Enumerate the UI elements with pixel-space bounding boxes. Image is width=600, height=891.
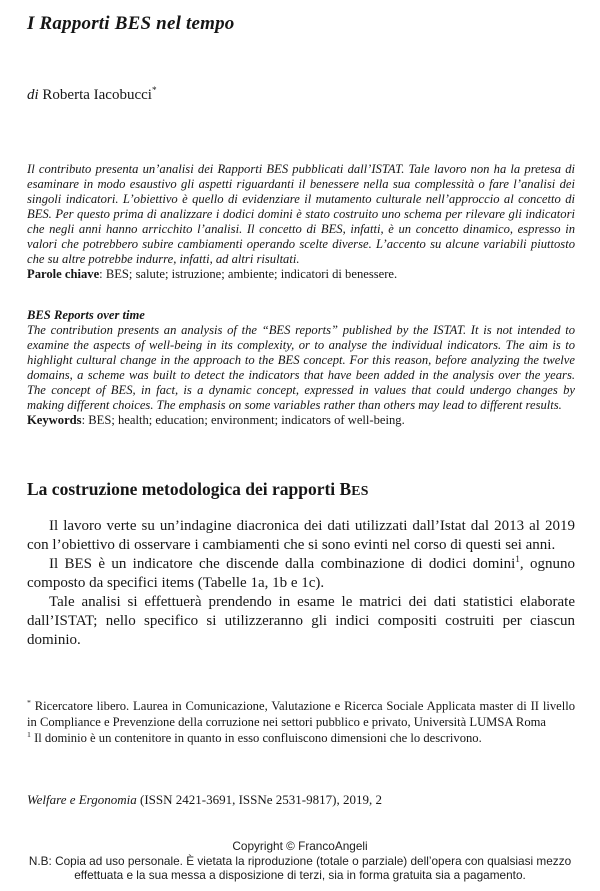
body-paragraph: Tale analisi si effettuerà prendendo in esame le matrici dei dati statistici elaborate dall’ISTAT; nello specifico si utilizzeranno gli indici compositi costruiti per ciascun dominio.	[27, 594, 575, 648]
journal-issn-info: (ISSN 2421-3691, ISSNe 2531-9817), 2019, 2	[136, 792, 382, 807]
byline-author: Roberta Iacobucci	[42, 87, 152, 103]
section-heading	[27, 479, 575, 500]
byline-prefix: di	[27, 87, 39, 103]
body-text	[27, 517, 575, 650]
abstract-italian-text: Il contributo presenta un’analisi dei Rapporti BES pubblicati dall’ISTAT. Tale lavoro non ha la pretesa di esaminare in modo esaustivo gli aspetti riguardanti il benessere nella sua complessità o fare l’analisi dei singoli indicatori. L’obiettivo è quello di evidenziare il mutamento culturale nell’approccio al concetto di BES. Per questo prima di analizzare i dodici domini è stato costruito uno schema per rilevare gli indicatori che negli anni hanno arricchito l’analisi. Il concetto di BES, infatti, è un concetto dinamico, espresso in valori che potrebbero subire cambiamenti operando scelte diverse. L’accento su alcune variabili piuttosto che su altre potrebbe indurre, infatti, ad altri risultati.	[27, 162, 575, 266]
footnote-author-marker: *	[27, 697, 31, 707]
footnote-reference-1: 1	[515, 555, 520, 565]
keywords-italian-label: Parole chiave	[27, 267, 100, 281]
copyright-footer	[4, 839, 596, 883]
copyright-line: Copyright © FrancoAngeli	[232, 839, 368, 853]
footnote-1-marker: 1	[27, 729, 31, 739]
keywords-english-list: : BES; health; education; environment; indicators of well-being.	[81, 413, 405, 427]
byline	[27, 87, 575, 104]
abstract-english	[27, 308, 575, 428]
page-title: I Rapporti BES nel tempo	[27, 13, 235, 34]
section-heading-acronym: BES	[339, 479, 369, 499]
keywords-italian-list: : BES; salute; istruzione; ambiente; indicatori di benessere.	[99, 267, 398, 281]
footnotes	[27, 699, 575, 747]
section-heading-text: La costruzione metodologica dei rapporti	[27, 479, 336, 499]
body-paragraph: Il BES è un indicatore che discende dalla combinazione di dodici domini$^1$, ognuno composto da specifici items (Tabelle 1a, 1b e 1c).	[27, 555, 576, 591]
abstract-italian	[27, 162, 575, 282]
footnote-author: * Ricercatore libero. Laurea in Comunicazione, Valutazione e Ricerca Sociale Applicata master di II livello in Compliance e Prevenzione della corruzione nei settori pubblico e privato, Università LUMSA Roma	[27, 697, 576, 729]
journal-title: Welfare e Ergonomia	[27, 792, 137, 807]
usage-notice: N.B: Copia ad uso personale. È vietata la riproduzione (totale o parziale) dell’opera con qualsiasi mezzo effettuata e la sua messa a disposizione di terzi, sia in forma gratuita sia a pagamento.	[28, 853, 572, 883]
author-footnote-marker: *	[151, 86, 157, 96]
keywords-english-label: Keywords	[27, 413, 82, 427]
journal-citation	[27, 792, 575, 808]
keywords-english	[27, 413, 575, 428]
body-paragraph: Il lavoro verte su un’indagine diacronica dei dati utilizzati dall’Istat dal 2013 al 2019 con l’obiettivo di osservare i cambiamenti che si sono evinti nel corso di questi sei anni.	[27, 518, 575, 553]
abstract-english-text: The contribution presents an analysis of the “BES reports” published by the ISTAT. It is not intended to examine the aspects of well-being in its complexity, or to analyse the individual indicators. The aim is to highlight cultural change in the approach to the BES concept. For this reason, before analyzing the twelve domains, a scheme was built to detect the indicators that have been added in the analysis over the years. The concept of BES, in fact, is a dynamic concept, expressed in values that could undergo changes by making different choices. The emphasis on some variables rather than others may lead to different results.	[27, 323, 575, 412]
abstract-english-heading: BES Reports over time	[27, 308, 145, 322]
keywords-italian	[27, 267, 575, 282]
footnote-1: $^1$ Il dominio è un contenitore in quanto in esso confluiscono dimensioni che lo descrivono.	[27, 729, 482, 745]
